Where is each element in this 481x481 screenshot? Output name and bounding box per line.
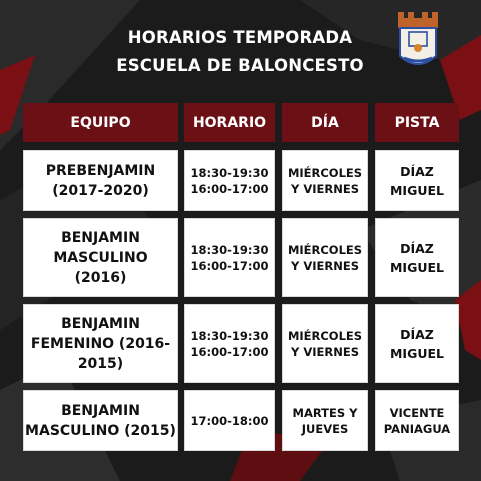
header-pista: PISTA (375, 103, 459, 142)
table-row-4-time: 17:00-18:00 (184, 390, 275, 451)
header-horario: HORARIO (184, 103, 275, 142)
table-row-4-court: VICENTE PANIAGUA (375, 390, 459, 451)
table-row-2-court: DÍAZ MIGUEL (375, 218, 459, 297)
table-row-3-team: BENJAMIN FEMENINO (2016- 2015) (23, 304, 178, 383)
table-row-1-team: PREBENJAMIN (2017-2020) (23, 150, 178, 211)
header-equipo: EQUIPO (23, 103, 178, 142)
table-row-4-day: MARTES Y JUEVES (282, 390, 368, 451)
table-row-2-day: MIÉRCOLES Y VIERNES (282, 218, 368, 297)
table-row-4-team: BENJAMIN MASCULINO (2015) (23, 390, 178, 451)
table-row-1-time: 18:30-19:30 16:00-17:00 (184, 150, 275, 211)
page-title (95, 24, 385, 80)
title-line-1: HORARIOS TEMPORADA (127, 28, 353, 47)
table-row-3-time: 18:30-19:30 16:00-17:00 (184, 304, 275, 383)
title-line-2: ESCUELA DE BALONCESTO (116, 56, 364, 75)
club-crest-icon (394, 10, 442, 72)
table-row-1-day: MIÉRCOLES Y VIERNES (282, 150, 368, 211)
header-dia: DÍA (282, 103, 368, 142)
table-row-3-court: DÍAZ MIGUEL (375, 304, 459, 383)
table-row-3-day: MIÉRCOLES Y VIERNES (282, 304, 368, 383)
table-row-2-team: BENJAMIN MASCULINO (2016) (23, 218, 178, 297)
table-row-1-court: DÍAZ MIGUEL (375, 150, 459, 211)
table-row-2-time: 18:30-19:30 16:00-17:00 (184, 218, 275, 297)
